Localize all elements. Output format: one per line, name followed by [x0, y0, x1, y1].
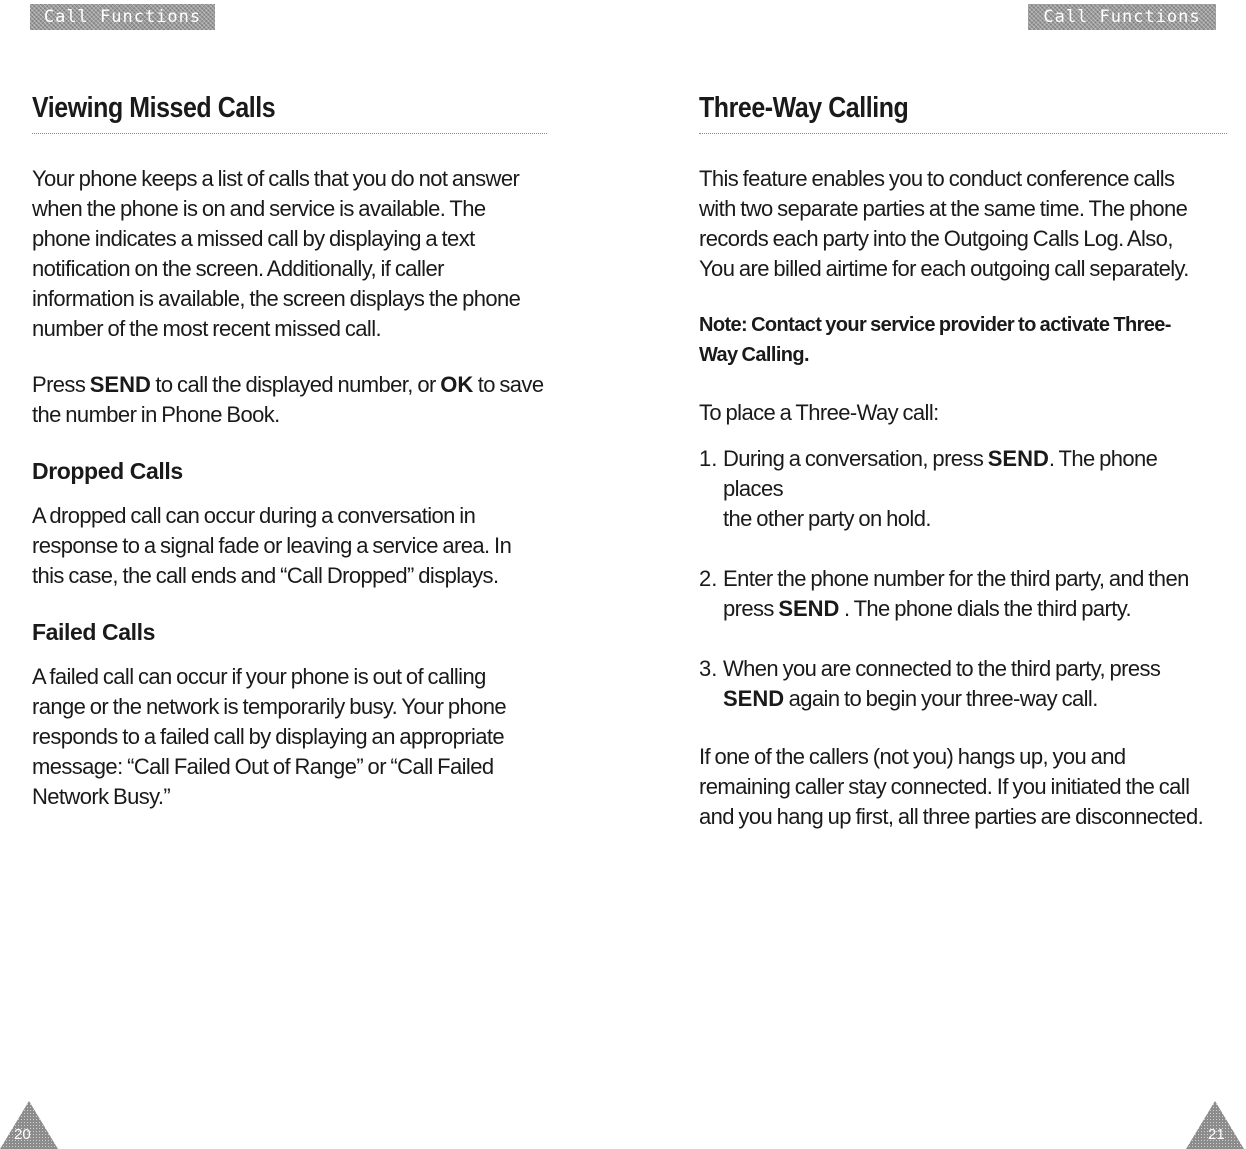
text-line: and you hang up first, all three parties are disconnected. — [699, 804, 1204, 829]
left-page — [32, 92, 547, 812]
section-tab-right: Call Functions — [1028, 4, 1216, 30]
text-line: Enter the phone number for the third party, and then — [723, 566, 1189, 591]
text-line: the other party on hold. — [723, 506, 931, 531]
text-line: During a conversation, press SEND. The phone places — [723, 446, 1158, 501]
text-line: with two separate parties at the same time. The phone — [699, 196, 1188, 221]
text-line: range or the network is temporarily busy. Your phone — [32, 694, 507, 719]
page-title-missed-calls: Viewing Missed Calls — [32, 92, 276, 124]
page-number: 21 — [1208, 1126, 1225, 1143]
three-way-intro — [699, 164, 1219, 284]
text-line: records each party into the Outgoing Calls Log. Also, — [699, 226, 1173, 251]
text-line: number of the most recent missed call. — [32, 316, 382, 341]
title-divider — [32, 133, 547, 134]
ok-key-label: OK — [440, 372, 474, 397]
text-line: message: “Call Failed Out of Range” or “Call Failed — [32, 754, 494, 779]
step-number: 3. — [699, 656, 718, 681]
step-item — [699, 564, 1219, 624]
text-line: information is available, the screen displays the phone — [32, 286, 521, 311]
to-place-intro: To place a Three-Way call: — [699, 400, 939, 425]
text-line: remaining caller stay connected. If you initiated the call — [699, 774, 1190, 799]
text-line: phone indicates a missed call by displaying a text — [32, 226, 475, 251]
heading-failed-calls: Failed Calls — [32, 619, 156, 645]
step-item — [699, 654, 1219, 714]
missed-calls-intro — [32, 164, 547, 344]
text-line: Your phone keeps a list of calls that you do not answer — [32, 166, 520, 191]
send-key-label: SEND — [778, 596, 840, 621]
text-line: the number in Phone Book. — [32, 402, 280, 427]
three-way-closing — [699, 742, 1219, 832]
page-number-marker-left — [0, 1101, 58, 1149]
text-line: Way Calling. — [699, 344, 809, 366]
text-line: Network Busy.” — [32, 784, 171, 809]
text-line: If one of the callers (not you) hangs up, you and — [699, 744, 1126, 769]
three-way-steps — [699, 444, 1219, 714]
title-divider — [699, 133, 1227, 134]
text-line: Note: Contact your service provider to activate Three- — [699, 314, 1171, 336]
text-line: press SEND . The phone dials the third party. — [723, 596, 1132, 621]
text-line: You are billed airtime for each outgoing call separately. — [699, 256, 1189, 281]
send-key-label: SEND — [987, 446, 1049, 471]
text-line: Press SEND to call the displayed number, or OK to save — [32, 372, 544, 397]
step-number: 1. — [699, 446, 718, 471]
note-block — [699, 310, 1219, 370]
text-line: responds to a failed call by displaying an appropriate — [32, 724, 505, 749]
send-key-label: SEND — [723, 686, 785, 711]
text-line: this case, the call ends and “Call Dropped” displays. — [32, 563, 499, 588]
section-tab-left: Call Functions — [30, 4, 215, 30]
send-key-label: SEND — [89, 372, 151, 397]
text-line: SEND again to begin your three-way call. — [723, 686, 1098, 711]
heading-dropped-calls: Dropped Calls — [32, 458, 183, 484]
text-line: A failed call can occur if your phone is out of calling — [32, 664, 486, 689]
text-line: response to a signal fade or leaving a service area. In — [32, 533, 512, 558]
text-line: when the phone is on and service is available. The — [32, 196, 486, 221]
note-label: Note: — [699, 314, 748, 336]
page-title-three-way-calling: Three-Way Calling — [699, 92, 909, 124]
dropped-calls-body — [32, 501, 547, 591]
right-page — [699, 92, 1219, 832]
text-line: When you are connected to the third party, press — [723, 656, 1161, 681]
step-item — [699, 444, 1219, 534]
failed-calls-body — [32, 662, 547, 812]
text-line: A dropped call can occur during a conversation in — [32, 503, 476, 528]
step-number: 2. — [699, 566, 718, 591]
press-send-instructions — [32, 370, 547, 430]
text-line: This feature enables you to conduct conference calls — [699, 166, 1175, 191]
text-line: notification on the screen. Additionally, if caller — [32, 256, 444, 281]
page-number-marker-right — [1186, 1101, 1244, 1149]
page-number: 20 — [14, 1126, 31, 1143]
